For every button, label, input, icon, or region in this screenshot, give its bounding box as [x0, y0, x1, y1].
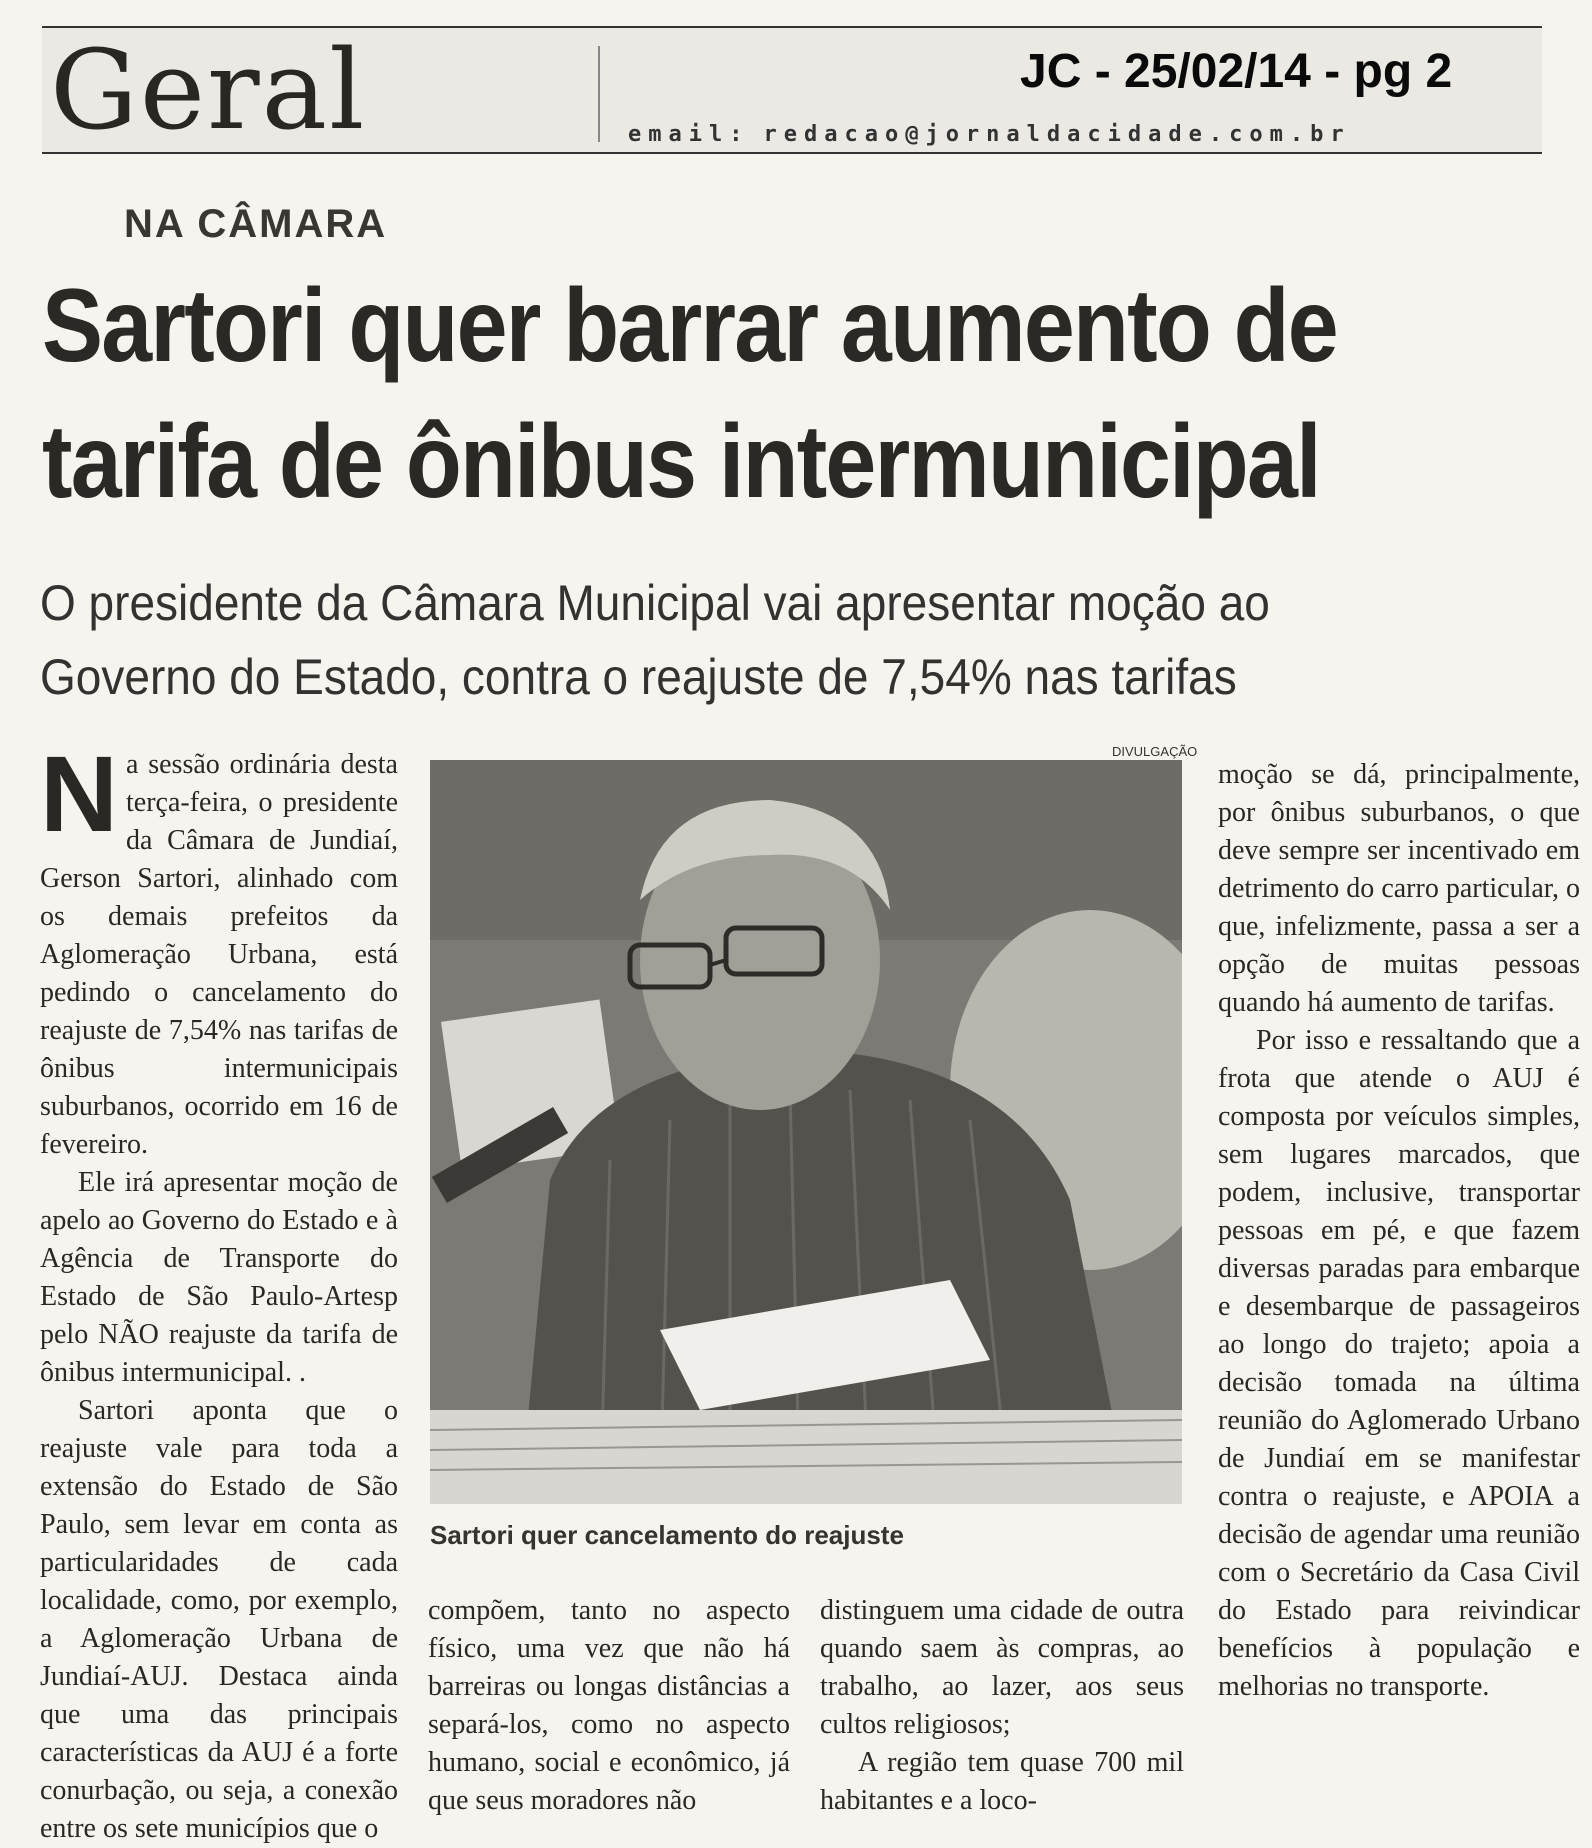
paragraph: distinguem uma cidade de outra quando saem às compras, ao trabalho, ao lazer, aos seus cultos religiosos; [820, 1595, 1184, 1740]
headline-line-2: tarifa de ônibus intermunicipal [42, 404, 1320, 520]
article-column-4 [1218, 756, 1580, 1706]
article-photo [430, 760, 1182, 1504]
email-address: redacao@jornaldacidade.com.br [763, 122, 1351, 147]
paragraph: A região tem quase 700 mil habitantes e a loco- [820, 1747, 1184, 1816]
subhead-line-2: Governo do Estado, contra o reajuste de 7,54% nas tarifas [40, 649, 1237, 705]
article-column-2 [428, 1592, 790, 1820]
paragraph: Ele irá apresentar moção de apelo ao Governo do Estado e à Agência de Transporte do Estado de São Paulo-Artesp pelo NÃO reajuste da tarifa de ônibus intermunicipal. . [40, 1167, 398, 1388]
paragraph-text: a sessão ordinária desta terça-feira, o presidente da Câmara de Jundiaí, Gerson Sartori, alinhado com os demais prefeitos da Aglomeração Urbana, está pedindo o cancelamento do reajuste de 7,54% nas tarifas de ônibus intermunicipais suburbanos, ocorrido em 16 de fevereiro. [40, 749, 398, 1160]
email-line [628, 122, 1351, 147]
article-column-1 [40, 733, 398, 1848]
header-divider [598, 46, 600, 142]
paragraph: Por isso e ressaltando que a frota que atende o AUJ é composta por veículos simples, sem lugares marcados, que podem, inclusive, transportar pessoas em pé, e que fazem diversas paradas para embarque e desembarque de passageiros ao longo do trajeto; apoia a decisão tomada na última reunião do Aglomerado Urbano de Jundiaí em se manifestar contra o reajuste, e APOIA a decisão de agendar uma reunião com o Secretário da Casa Civil do Estado para reivindicar benefícios à população e melhorias no transporte. [1218, 1025, 1580, 1702]
article-kicker: NA CÂMARA [124, 202, 388, 246]
headline [42, 258, 1380, 530]
paragraph: compõem, tanto no aspecto físico, uma vez que não há barreiras ou longas distâncias a separá-los, como no aspecto humano, social e econômico, já que seus moradores não [428, 1595, 790, 1816]
photo-credit: DIVULGAÇÃO [1112, 744, 1198, 759]
subhead-line-1: O presidente da Câmara Municipal vai apresentar moção ao [40, 575, 1270, 631]
section-title: Geral [50, 26, 367, 154]
paragraph [40, 733, 398, 1164]
drop-cap: N [40, 733, 118, 854]
article-column-3 [820, 1592, 1184, 1820]
paragraph: Sartori aponta que o reajuste vale para toda a extensão do Estado de São Paulo, sem levar em conta as particularidades de cada localidade, como, por exemplo, a Aglomeração Urbana de Jundiaí-AUJ. Destaca ainda que uma das principais características da AUJ é a forte conurbação, ou seja, a conexão entre os sete municípios que o [40, 1395, 398, 1844]
headline-line-1: Sartori quer barrar aumento de [42, 268, 1337, 384]
subheadline [40, 566, 1420, 714]
paragraph: moção se dá, principalmente, por ônibus suburbanos, o que deve sempre ser incentivado em detrimento do carro particular, o que, infelizmente, passa a ser a opção de muitas pessoas quando há aumento de tarifas. [1218, 759, 1580, 1018]
clipping-stamp: JC - 25/02/14 - pg 2 [1020, 45, 1453, 98]
email-label: email: [628, 122, 750, 147]
photo-caption: Sartori quer cancelamento do reajuste [430, 1520, 904, 1550]
photo-illustration [430, 760, 1182, 1504]
